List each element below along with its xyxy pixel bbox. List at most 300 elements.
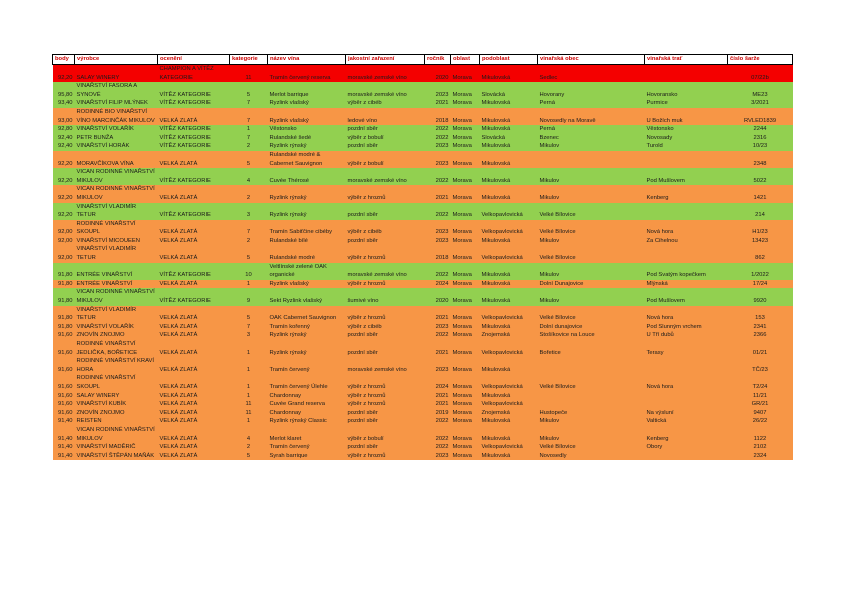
cell-jakostni-zarazeni: výběr z bobulí — [347, 160, 384, 167]
cell-oceneni: VELKÁ ZLATÁ — [159, 444, 198, 451]
cell-vyrobce: RODINNÉ VINAŘSTVÍ KRAVÍ HORA — [76, 358, 155, 373]
cell-vyrobce: VICAN RODINNÉ VINAŘSTVÍ MIKULOV — [76, 186, 155, 201]
cell-oblast: Morava — [452, 332, 472, 339]
cell-cislo-sarze: 2102 — [753, 444, 767, 451]
cell-oblast: Morava — [452, 409, 472, 416]
cell-vyrobce: VICAN RODINNÉ VINAŘSTVÍ MIKULOV — [76, 289, 155, 305]
cell-rocnik: 2023 — [435, 452, 449, 459]
cell-vinarska-trat: Věstonsko — [646, 126, 674, 133]
cell-nazev-vina: Ryzlink rýnský — [269, 349, 307, 356]
cell-vinarska-obec: Mikulov — [539, 237, 560, 244]
cell-vyrobce: VINAŘSTVÍ FASORA A SYNOVÉ — [76, 83, 137, 98]
cell-vinarska-trat — [645, 452, 728, 461]
cell-nazev-vina: Rulandské šedé — [269, 134, 312, 141]
cell-vyrobce: RODINNÉ VINAŘSTVÍ SKOUPL — [76, 375, 136, 390]
cell-vinarska-trat: Pod Slunným vrchem — [646, 323, 702, 330]
cell-cislo-sarze: 5022 — [753, 177, 767, 184]
cell-vinarska-obec: Mikulov — [539, 298, 560, 305]
cell-oceneni: VELKÁ ZLATÁ — [159, 349, 198, 356]
cell-rocnik: 2021 — [435, 392, 449, 399]
cell-kategorie: 7 — [246, 229, 251, 236]
cell-kategorie: 7 — [246, 100, 251, 107]
cell-nazev-vina: Rulandské bílé — [269, 237, 308, 244]
cell-cislo-sarze: GR/21 — [751, 401, 769, 408]
cell-jakostni-zarazeni: výběr z hroznů — [347, 452, 386, 459]
cell-podoblast: Mikulovská — [481, 74, 511, 81]
cell-vinarska-trat: Turold — [646, 143, 663, 150]
cell-cislo-sarze: 1/2022 — [751, 272, 769, 279]
cell-kategorie: 1 — [246, 366, 251, 373]
cell-vinarska-obec: Velké Bílovice — [539, 444, 576, 451]
cell-vyrobce: VINAŘSTVÍ VOLAŘÍK — [76, 126, 134, 133]
cell-cislo-sarze: 1421 — [753, 194, 767, 201]
table-row — [53, 417, 793, 426]
cell-kategorie: 1 — [246, 349, 251, 356]
table-row — [53, 400, 793, 409]
cell-oblast: Morava — [452, 392, 472, 399]
cell-oceneni: VÍTĚZ KATEGORIE — [159, 212, 211, 219]
cell-rocnik: 2024 — [435, 383, 449, 390]
cell-nazev-vina: Ryzlink vlašský — [269, 117, 309, 124]
table-row — [53, 185, 793, 202]
cell-jakostni-zarazeni: pozdní sběr — [347, 212, 378, 219]
cell-oceneni: VÍTĚZ KATEGORIE — [159, 126, 211, 133]
cell-vinarska-obec — [538, 400, 645, 409]
cell-jakostni-zarazeni: ledové víno — [347, 117, 378, 124]
cell-rocnik: 2020 — [435, 298, 449, 305]
cell-cislo-sarze: 2324 — [753, 452, 767, 459]
cell-oblast: Morava — [452, 229, 472, 236]
table-row — [53, 357, 793, 374]
cell-nazev-vina: Tramín červený — [269, 444, 310, 451]
cell-jakostni-zarazeni: výběr z hroznů — [347, 315, 386, 322]
cell-vinarska-trat: Obory — [646, 444, 663, 451]
cell-cislo-sarze: 13423 — [751, 237, 769, 244]
cell-jakostni-zarazeni: výběr z hroznů — [347, 255, 386, 262]
cell-jakostni-zarazeni: výběr z hroznů — [347, 280, 386, 287]
cell-podoblast: Velkopavlovická — [481, 229, 523, 236]
cell-oceneni: VÍTĚZ KATEGORIE — [159, 177, 211, 184]
cell-vinarska-obec: Novosedly — [539, 452, 567, 459]
cell-rocnik: 2022 — [435, 444, 449, 451]
cell-rocnik: 2022 — [435, 126, 449, 133]
cell-cislo-sarze: 10/23 — [752, 143, 768, 150]
cell-oblast: Morava — [452, 444, 472, 451]
cell-jakostni-zarazeni: výběr z hroznů — [347, 194, 386, 201]
cell-podoblast: Velkopavlovická — [481, 315, 523, 322]
cell-kategorie: 5 — [246, 452, 251, 459]
cell-oceneni: VELKÁ ZLATÁ — [159, 117, 198, 124]
cell-podoblast: Mikulovská — [481, 177, 511, 184]
cell-vinarska-trat — [645, 203, 728, 220]
cell-rocnik: 2021 — [435, 401, 449, 408]
cell-nazev-vina: Ryzlink rýnský Classic — [269, 418, 327, 425]
cell-kategorie: 4 — [246, 177, 251, 184]
header-row — [53, 55, 793, 65]
cell-vinarska-trat — [645, 357, 728, 374]
cell-oceneni: VELKÁ ZLATÁ — [159, 401, 198, 408]
cell-oceneni: VELKÁ ZLATÁ — [159, 332, 198, 339]
cell-nazev-vina: Cuvée Grand reserva — [269, 401, 325, 408]
results-sheet — [52, 54, 777, 460]
cell-podoblast: Velkopavlovická — [481, 444, 523, 451]
cell-nazev-vina: Cuvée Thérosé — [269, 177, 310, 184]
cell-oblast: Morava — [452, 418, 472, 425]
cell-oblast: Morava — [452, 237, 472, 244]
cell-rocnik: 2020 — [435, 74, 449, 81]
cell-vinarska-trat: Za Cihelnou — [646, 237, 678, 244]
cell-podoblast: Mikulovská — [481, 100, 511, 107]
cell-vinarska-trat: Pod Mušlovem — [646, 177, 685, 184]
cell-vinarska-obec: Mikulov — [539, 177, 560, 184]
cell-vinarska-obec: Perná — [539, 100, 555, 107]
cell-oceneni: VELKÁ ZLATÁ — [159, 418, 198, 425]
cell-vinarska-obec: Velké Bílovice — [539, 255, 576, 262]
cell-rocnik: 2023 — [435, 237, 449, 244]
cell-vyrobce: VICAN RODINNÉ VINAŘSTVÍ MIKULOV — [76, 169, 155, 184]
cell-oblast: Morava — [452, 126, 472, 133]
cell-vinarska-trat — [645, 151, 728, 168]
cell-vyrobce: RODINNÉ BIO VINAŘSTVÍ VÍNO MARCINČÁK MIKULOV — [76, 108, 155, 124]
cell-nazev-vina: Tramín kořenný — [269, 323, 310, 330]
cell-rocnik: 2019 — [435, 409, 449, 416]
cell-oceneni: VÍTĚZ KATEGORIE — [159, 134, 211, 141]
cell-vyrobce: SALAY WINERY — [76, 392, 120, 399]
cell-nazev-vina: Syrah barrique — [269, 452, 308, 459]
cell-kategorie: 1 — [246, 418, 251, 425]
cell-podoblast: Mikulovská — [481, 160, 511, 167]
cell-podoblast: Znojemská — [481, 332, 510, 339]
cell-nazev-vina: Ryzlink rýnský — [269, 194, 307, 201]
cell-oblast: Morava — [452, 134, 472, 141]
cell-oblast: Morava — [452, 100, 472, 107]
cell-nazev-vina: Sekt Ryzlink vlašský — [269, 298, 323, 305]
cell-rocnik: 2018 — [435, 117, 449, 124]
column-header-kategorie: kategorie — [230, 55, 268, 65]
cell-podoblast: Mikulovská — [481, 126, 511, 133]
cell-podoblast: Velkopavlovická — [481, 349, 523, 356]
cell-vyrobce: RODINNÉ VINAŘSTVÍ JEDLIČKA, BOŘETICE — [76, 341, 138, 356]
cell-kategorie: 7 — [246, 323, 251, 330]
cell-body: 91,60 — [57, 383, 73, 390]
cell-cislo-sarze: 1122 — [753, 435, 767, 442]
table-row — [53, 331, 793, 340]
cell-vinarska-trat: Mlýnská — [646, 280, 668, 287]
cell-oblast: Morava — [452, 194, 472, 201]
table-row — [53, 220, 793, 237]
cell-oblast: Morava — [452, 323, 472, 330]
cell-kategorie: 4 — [246, 435, 251, 442]
cell-body: 91,60 — [57, 409, 73, 416]
cell-podoblast: Mikulovská — [481, 117, 511, 124]
cell-cislo-sarze: 3/2021 — [751, 100, 769, 107]
cell-cislo-sarze: 2341 — [753, 323, 767, 330]
cell-podoblast: Mikulovská — [481, 272, 511, 279]
cell-nazev-vina: Merlot klaret — [269, 435, 302, 442]
cell-nazev-vina: Merlot barrique — [269, 91, 309, 98]
cell-nazev-vina: Ryzlink rýnský — [269, 212, 307, 219]
table-row — [53, 168, 793, 185]
cell-oblast: Morava — [452, 280, 472, 287]
cell-kategorie: 11 — [245, 74, 252, 81]
cell-body: 92,40 — [57, 143, 73, 150]
cell-podoblast: Mikulovská — [481, 392, 511, 399]
column-header-cislo-sarze: číslo šarže — [728, 55, 793, 65]
cell-vyrobce: VINAŘSTVÍ MICOUEEN — [76, 237, 140, 244]
cell-vinarska-trat: Valtická — [646, 418, 667, 425]
cell-rocnik: 2022 — [435, 332, 449, 339]
cell-body: 91,60 — [57, 392, 73, 399]
cell-cislo-sarze: 2348 — [753, 160, 767, 167]
cell-vyrobce: VINAŘSTVÍ KUBÍK — [76, 401, 127, 408]
cell-vinarska-obec: Hovorany — [539, 91, 565, 98]
table-row — [53, 306, 793, 323]
cell-cislo-sarze: 01/21 — [752, 349, 768, 356]
cell-podoblast: Velkopavlovická — [481, 255, 523, 262]
cell-jakostni-zarazeni: pozdní sběr — [347, 444, 378, 451]
cell-vyrobce: ENTRÉE VINAŘSTVÍ — [76, 280, 133, 287]
cell-oblast: Morava — [452, 160, 472, 167]
cell-body: 91,80 — [57, 315, 73, 322]
cell-oceneni: VELKÁ ZLATÁ — [159, 409, 198, 416]
cell-podoblast: Velkopavlovická — [481, 401, 523, 408]
column-header-vinarska-obec: vinařská obec — [538, 55, 645, 65]
cell-kategorie: 7 — [246, 134, 251, 141]
cell-jakostni-zarazeni: výběr z bobulí — [347, 134, 384, 141]
cell-vinarska-obec: Dolní Dunajovice — [539, 280, 584, 287]
cell-oblast: Morava — [452, 435, 472, 442]
cell-cislo-sarze: ME23 — [752, 91, 768, 98]
cell-oblast: Morava — [452, 272, 472, 279]
cell-rocnik: 2022 — [435, 435, 449, 442]
cell-rocnik: 2018 — [435, 255, 449, 262]
cell-cislo-sarze: TČ/23 — [752, 366, 768, 373]
column-header-oceneni: ocenění — [158, 55, 230, 65]
cell-vinarska-trat — [645, 392, 728, 401]
cell-jakostni-zarazeni: výběr z hroznů — [347, 401, 386, 408]
cell-body: 92,80 — [57, 126, 73, 133]
cell-nazev-vina: Rulandské modré — [269, 255, 315, 262]
cell-rocnik: 2023 — [435, 323, 449, 330]
cell-vyrobce: VICAN RODINNÉ VINAŘSTVÍ MIKULOV — [76, 426, 155, 442]
cell-body: 91,40 — [57, 435, 73, 442]
table-row — [53, 203, 793, 220]
cell-jakostni-zarazeni: pozdní sběr — [347, 143, 378, 150]
cell-oceneni: VELKÁ ZLATÁ — [159, 280, 198, 287]
cell-jakostni-zarazeni: pozdní sběr — [347, 126, 378, 133]
cell-vinarska-trat: Hovoransko — [646, 91, 678, 98]
cell-oceneni: VELKÁ ZLATÁ — [159, 160, 198, 167]
cell-vinarska-obec: Mikulov — [539, 418, 560, 425]
cell-body: 92,20 — [57, 194, 73, 201]
cell-body: 91,80 — [57, 298, 73, 305]
cell-oceneni: VELKÁ ZLATÁ — [159, 366, 198, 373]
cell-oblast: Morava — [452, 177, 472, 184]
cell-kategorie: 2 — [246, 143, 251, 150]
cell-body: 91,60 — [57, 332, 73, 339]
cell-cislo-sarze: 153 — [755, 315, 765, 322]
cell-rocnik: 2022 — [435, 212, 449, 219]
table-row — [53, 151, 793, 168]
cell-oceneni: VÍTĚZ KATEGORIE — [159, 272, 211, 279]
cell-oblast: Morava — [452, 366, 472, 373]
cell-kategorie: 10 — [245, 272, 252, 279]
cell-cislo-sarze: 2244 — [753, 126, 767, 133]
cell-vinarska-obec: Velké Bílovice — [539, 383, 576, 390]
cell-nazev-vina: Tramín červený — [269, 366, 310, 373]
cell-body: 91,80 — [57, 323, 73, 330]
cell-body: 92,00 — [57, 229, 73, 236]
cell-podoblast: Mikulovská — [481, 194, 511, 201]
column-header-jakostni-zarazeni: jakostní zařazení — [346, 55, 425, 65]
cell-body: 92,40 — [57, 134, 73, 141]
cell-cislo-sarze: 862 — [755, 255, 765, 262]
table-row — [53, 65, 793, 83]
cell-body: 91,80 — [57, 272, 73, 279]
cell-vinarska-trat: Nová hora — [646, 315, 674, 322]
cell-nazev-vina: Tramín červený reserva — [269, 74, 331, 81]
cell-nazev-vina: Ryzlink vlašský — [269, 100, 309, 107]
cell-vinarska-obec: Bzenec — [539, 134, 559, 141]
cell-vinarska-obec: Mikulov — [539, 272, 560, 279]
table-row — [53, 452, 793, 461]
cell-rocnik: 2022 — [435, 177, 449, 184]
cell-oblast: Morava — [452, 74, 472, 81]
table-row — [53, 82, 793, 99]
cell-oceneni: VELKÁ ZLATÁ — [159, 435, 198, 442]
cell-vyrobce: RODINNÉ VINAŘSTVÍ SKOUPL — [76, 220, 136, 236]
column-header-body: body — [53, 55, 75, 65]
cell-rocnik: 2023 — [435, 143, 449, 150]
cell-vinarska-obec: Bořetice — [539, 349, 561, 356]
cell-cislo-sarze: 9920 — [753, 298, 767, 305]
cell-vinarska-trat: Kenberg — [646, 435, 669, 442]
cell-body: 92,00 — [57, 237, 73, 244]
cell-jakostni-zarazeni: výběr z cibéb — [347, 229, 382, 236]
cell-vinarska-obec: Mikulov — [539, 143, 560, 150]
cell-kategorie: 5 — [246, 160, 251, 167]
cell-cislo-sarze: 2366 — [753, 332, 767, 339]
cell-rocnik: 2023 — [435, 366, 449, 373]
cell-vinarska-trat: Novosady — [646, 134, 673, 141]
cell-cislo-sarze: 214 — [755, 212, 765, 219]
cell-oblast: Morava — [452, 401, 472, 408]
cell-vinarska-obec — [538, 357, 645, 374]
cell-vyrobce: VINAŘSTVÍ MADĚRIČ — [76, 444, 136, 451]
cell-nazev-vina: Veltlínské zelené OAK organické — [269, 263, 327, 279]
cell-body: 91,80 — [57, 280, 73, 287]
cell-jakostni-zarazeni: výběr z cibéb — [347, 100, 382, 107]
cell-jakostni-zarazeni: moravské zemské víno — [347, 272, 407, 279]
cell-vinarska-trat — [645, 400, 728, 409]
table-row — [53, 125, 793, 134]
cell-vyrobce: VINAŘSTVÍ VLADIMÍR TETUR — [76, 203, 137, 219]
cell-podoblast: Velkopavlovická — [481, 212, 523, 219]
table-row — [53, 237, 793, 246]
cell-vinarska-trat — [645, 65, 728, 83]
cell-kategorie: 2 — [246, 237, 251, 244]
cell-oceneni: VÍTĚZ KATEGORIE — [159, 100, 211, 107]
cell-body: 91,40 — [57, 418, 73, 425]
cell-vinarska-obec: Novosedly na Moravě — [539, 117, 596, 124]
cell-rocnik: 2022 — [435, 134, 449, 141]
cell-vyrobce: VINAŘSTVÍ VOLAŘÍK — [76, 323, 134, 330]
cell-vyrobce: ZNOVÍN ZNOJMO — [76, 409, 125, 416]
cell-jakostni-zarazeni: šumivé víno — [347, 298, 379, 305]
cell-cislo-sarze: 11/21 — [752, 392, 768, 399]
table-row — [53, 99, 793, 108]
cell-oblast: Morava — [452, 298, 472, 305]
cell-oceneni: VELKÁ ZLATÁ — [159, 237, 198, 244]
cell-vinarska-obec: Mikulov — [539, 194, 560, 201]
cell-nazev-vina: Ryzlink vlašský — [269, 280, 309, 287]
cell-vinarska-trat: Pod Svatým kopečkem — [646, 272, 706, 279]
table-row — [53, 245, 793, 262]
cell-nazev-vina: Tramín Sabiťčine cibéby — [269, 229, 333, 236]
cell-oceneni: VÍTĚZ KATEGORIE — [159, 143, 211, 150]
cell-body: 92,20 — [57, 177, 73, 184]
cell-cislo-sarze: 26/22 — [752, 418, 768, 425]
cell-vyrobce: VINAŘSTVÍ VLADIMÍR TETUR — [76, 306, 137, 322]
cell-cislo-sarze: 17/24 — [752, 280, 768, 287]
cell-kategorie: 11 — [245, 409, 252, 416]
cell-vyrobce: MORAVČÍKOVA VÍNA — [76, 160, 134, 167]
cell-kategorie: 5 — [246, 255, 251, 262]
column-header-rocnik: ročník — [425, 55, 451, 65]
cell-rocnik: 2024 — [435, 280, 449, 287]
cell-body: 93,40 — [57, 100, 73, 107]
cell-kategorie: 7 — [246, 117, 251, 124]
cell-vinarska-trat — [645, 245, 728, 262]
cell-oceneni: VELKÁ ZLATÁ — [159, 452, 198, 459]
cell-vinarska-obec: Hustopeče — [539, 409, 568, 416]
cell-vinarska-trat: Terasy — [646, 349, 664, 356]
column-header-podoblast: podoblast — [480, 55, 538, 65]
cell-nazev-vina: Chardonnay — [269, 392, 302, 399]
cell-kategorie: 2 — [246, 444, 251, 451]
table-row — [53, 340, 793, 357]
cell-jakostni-zarazeni: výběr z hroznů — [347, 383, 386, 390]
cell-vinarska-trat: Kenberg — [646, 194, 669, 201]
cell-jakostni-zarazeni: výběr z cibéb — [347, 323, 382, 330]
cell-vinarska-trat: Nová hora — [646, 229, 674, 236]
cell-podoblast: Mikulovská — [481, 323, 511, 330]
cell-oblast: Morava — [452, 452, 472, 459]
cell-vinarska-trat: U Tří dubů — [646, 332, 674, 339]
cell-vinarska-trat: Nová hora — [646, 383, 674, 390]
cell-vinarska-trat: Pod Mušlovem — [646, 298, 685, 305]
cell-kategorie: 1 — [246, 126, 251, 133]
column-header-vyrobce: výrobce — [75, 55, 158, 65]
cell-oceneni: VÍTĚZ KATEGORIE — [159, 298, 211, 305]
cell-jakostni-zarazeni: výběr z bobulí — [347, 435, 384, 442]
cell-podoblast: Slovácká — [481, 134, 506, 141]
cell-podoblast: Mikulovská — [481, 280, 511, 287]
cell-vinarska-obec — [538, 151, 645, 168]
table-row — [53, 323, 793, 332]
cell-jakostni-zarazeni: pozdní sběr — [347, 418, 378, 425]
cell-rocnik: 2023 — [435, 160, 449, 167]
cell-oceneni: VELKÁ ZLATÁ — [159, 323, 198, 330]
cell-podoblast: Mikulovská — [481, 366, 511, 373]
table-row — [53, 443, 793, 452]
cell-jakostni-zarazeni: pozdní sběr — [347, 237, 378, 244]
cell-vinarska-obec: Stošíkovice na Louce — [539, 332, 595, 339]
cell-oblast: Morava — [452, 143, 472, 150]
cell-cislo-sarze: 9407 — [753, 409, 767, 416]
cell-oblast: Morava — [452, 212, 472, 219]
table-row — [53, 108, 793, 125]
